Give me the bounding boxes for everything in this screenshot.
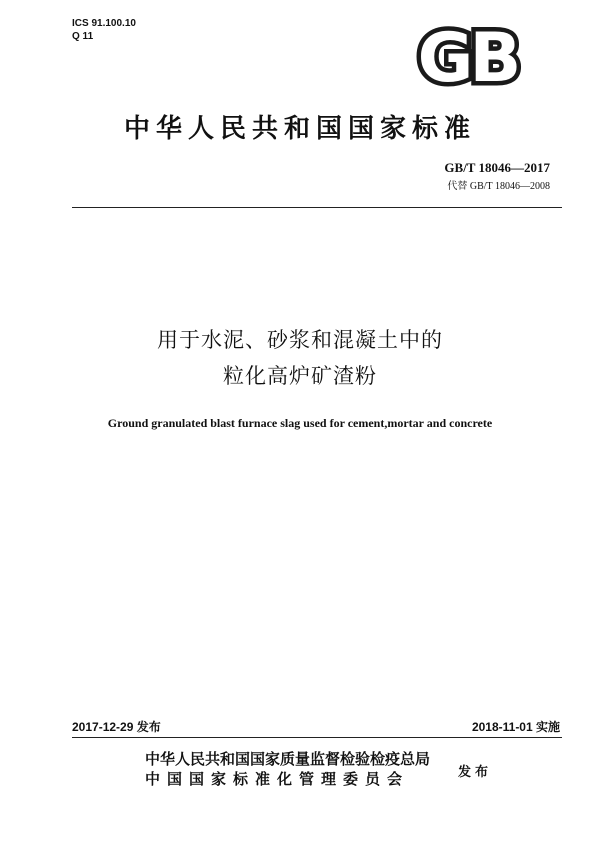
gb-logo-icon bbox=[404, 24, 531, 88]
document-title-cn bbox=[0, 322, 600, 394]
standard-number-block bbox=[444, 160, 550, 192]
publish-label: 发布 bbox=[458, 765, 493, 780]
standard-category-title: 中华人民共和国国家标准 bbox=[123, 114, 476, 144]
ccs-code: Q 11 bbox=[72, 31, 94, 42]
ics-code: ICS 91.100.10 bbox=[72, 18, 136, 29]
classification-codes bbox=[72, 17, 136, 43]
gb-logo-text: GB bbox=[417, 24, 518, 88]
issuing-authorities bbox=[145, 749, 430, 789]
footer-divider bbox=[72, 737, 562, 738]
document-title-cn-line1: 用于水泥、砂浆和混凝土中的 bbox=[157, 328, 443, 352]
document-title-en: Ground granulated blast furnace slag used for cement,mortar and concrete bbox=[107, 416, 493, 430]
header-divider bbox=[72, 207, 562, 208]
issuer-line2: 中国国家标准化管理委员会 bbox=[145, 770, 410, 788]
implementation-date: 2018-11-01 实施 bbox=[471, 720, 560, 734]
standard-number: GB/T 18046—2017 bbox=[444, 160, 550, 175]
issuer-line1: 中华人民共和国国家质量监督检验检疫总局 bbox=[145, 750, 431, 768]
document-title-cn-line2: 粒化高炉矿渣粉 bbox=[223, 364, 377, 388]
issue-date: 2017-12-29 发布 bbox=[72, 720, 161, 734]
replaced-standard: 代替 GB/T 18046—2008 bbox=[447, 181, 550, 192]
